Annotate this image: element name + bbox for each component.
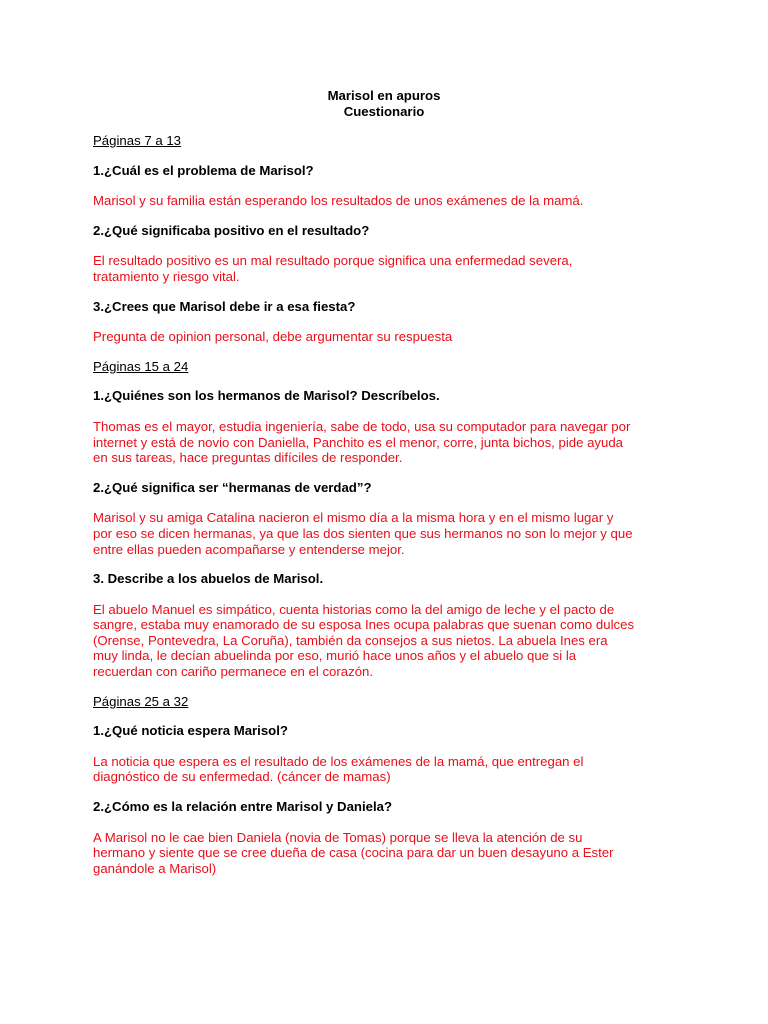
question: 1.¿Quiénes son los hermanos de Marisol? Descríbelos.: [93, 388, 440, 404]
answer: [93, 193, 693, 209]
question: 1.¿Qué noticia espera Marisol?: [93, 723, 288, 739]
answer-line: en sus tareas, hace preguntas difíciles de responder.: [93, 450, 403, 466]
answer-line: El abuelo Manuel es simpático, cuenta historias como la del amigo de leche y el pacto de: [93, 601, 615, 617]
answer-line: (Orense, Pontevedra, La Coruña), también da consejos a sus nietos. La abuela Ines era: [93, 632, 608, 648]
question: 3. Describe a los abuelos de Marisol.: [93, 571, 324, 587]
answer-line: A Marisol no le cae bien Daniela (novia de Tomas) porque se lleva la atención de su: [93, 829, 583, 845]
answer: [93, 830, 693, 877]
answer-line: por eso se dicen hermanas, ya que las dos sienten que sus hermanos no son lo mejor y que: [93, 525, 633, 541]
section-heading: Páginas 15 a 24: [93, 358, 189, 374]
answer-line: entre ellas pueden acompañarse y entenderse mejor.: [93, 541, 405, 557]
answer: [93, 510, 693, 557]
answer: [93, 253, 693, 284]
answer-line: recuerdan con cariño permanece en el corazón.: [93, 664, 374, 680]
title-block: [0, 88, 768, 119]
answer: [93, 754, 693, 785]
answer-line: Marisol y su amiga Catalina nacieron el mismo día a la misma hora y en el mismo lugar y: [93, 510, 614, 526]
answer-line: Pregunta de opinion personal, debe argumentar su respuesta: [93, 329, 453, 345]
answer: [93, 419, 693, 466]
questionnaire-content: [93, 133, 693, 890]
question: 1.¿Cuál es el problema de Marisol?: [93, 162, 314, 178]
answer-line: hermano y siente que se cree dueña de casa (cocina para dar un buen desayuno a Ester: [93, 845, 614, 861]
question: 2.¿Cómo es la relación entre Marisol y Daniela?: [93, 799, 393, 815]
question: 3.¿Crees que Marisol debe ir a esa fiesta?: [93, 298, 356, 314]
answer-line: La noticia que espera es el resultado de los exámenes de la mamá, que entregan el: [93, 753, 584, 769]
answer-line: internet y está de novio con Daniella, Panchito es el menor, corre, junta bichos, pide ayuda: [93, 434, 624, 450]
answer-line: Marisol y su familia están esperando los resultados de unos exámenes de la mamá.: [93, 193, 584, 209]
answer: [93, 329, 693, 345]
section-heading: Páginas 25 a 32: [93, 693, 189, 709]
document-subtitle: Cuestionario: [343, 103, 425, 119]
document-title: Marisol en apuros: [327, 88, 441, 103]
answer-line: sangre, estaba muy enamorado de su esposa Ines ocupa palabras que suenan como dulces: [93, 617, 635, 633]
answer-line: muy linda, le decían abuelinda por eso, murió hace unos años y el abuelo que si la: [93, 648, 577, 664]
answer-line: ganándole a Marisol): [93, 860, 217, 876]
answer-line: tratamiento y riesgo vital.: [93, 268, 240, 284]
answer-line: diagnóstico de su enfermedad. (cáncer de mamas): [93, 769, 391, 785]
answer-line: Thomas es el mayor, estudia ingeniería, sabe de todo, usa su computador para navegar por: [93, 418, 631, 434]
question: 2.¿Qué significa ser “hermanas de verdad”?: [93, 479, 372, 495]
question: 2.¿Qué significaba positivo en el resultado?: [93, 222, 370, 238]
answer: [93, 602, 693, 680]
answer-line: El resultado positivo es un mal resultado porque significa una enfermedad severa,: [93, 253, 573, 269]
section-heading: Páginas 7 a 13: [93, 133, 181, 148]
